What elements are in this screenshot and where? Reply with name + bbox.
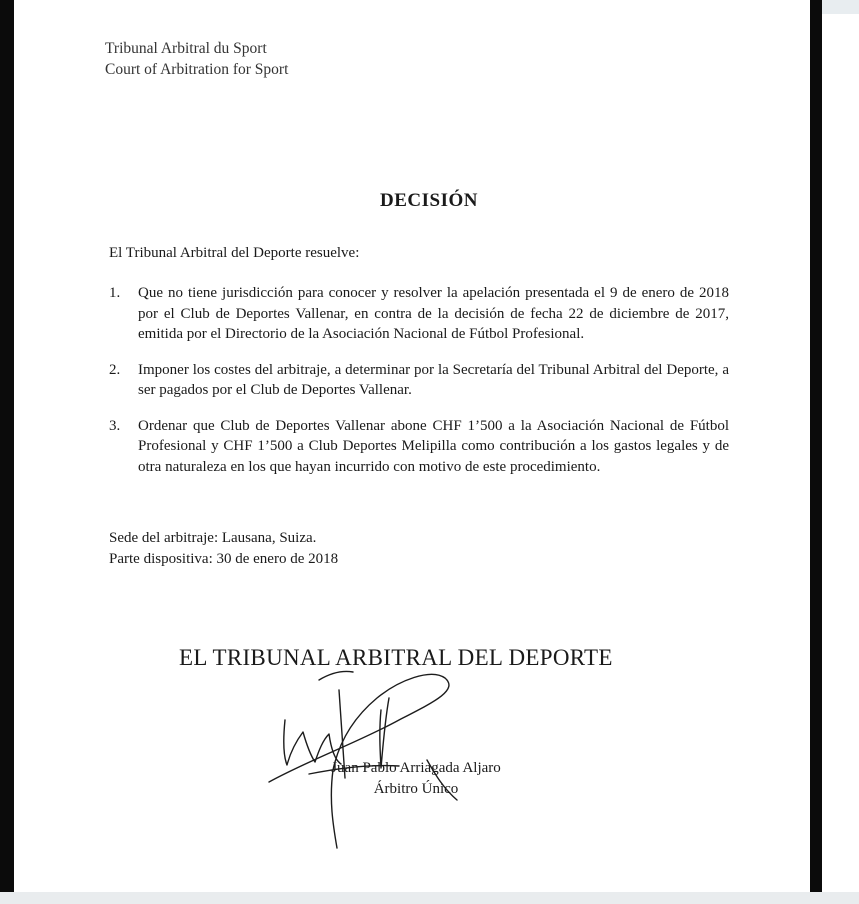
- tribunal-name: EL TRIBUNAL ARBITRAL DEL DEPORTE: [179, 645, 613, 670]
- decision-item: [109, 416, 729, 478]
- intro-text: El Tribunal Arbitral del Deporte resuelve:: [109, 245, 360, 261]
- item-number: 3.: [109, 417, 121, 434]
- item-number: 1.: [109, 285, 121, 301]
- frame-left-edge: [0, 0, 14, 892]
- handwritten-signature: [249, 650, 479, 850]
- side-panel-strip-top: [822, 0, 859, 14]
- decision-item: [109, 283, 729, 345]
- bottom-bar: [0, 892, 859, 904]
- decision-title-text: DECISIÓN: [380, 190, 478, 211]
- item-text: Ordenar que Club de Deportes Vallenar abone CHF 1’500 a la Asociación Nacional de Fútbol Profesional y CHF 1’500 a Club Deportes Melipilla como contribución a los gastos legales y de otra naturaleza en los que hayan incurrido con motivo de este procedimiento.: [138, 417, 729, 475]
- seat-block: [109, 528, 338, 570]
- letterhead-english: Court of Arbitration for Sport: [105, 61, 289, 78]
- side-panel-strip: [822, 0, 859, 892]
- signer-role: Árbitro Único: [373, 781, 459, 797]
- decision-item: [109, 360, 729, 401]
- letterhead: [105, 38, 288, 80]
- frame-right-edge: [810, 0, 822, 892]
- item-text: Imponer los costes del arbitraje, a determinar por la Secretaría del Tribunal Arbitral del Deporte, a ser pagados por el Club de Deportes Vallenar.: [138, 361, 729, 398]
- item-number: 2.: [109, 361, 121, 378]
- letterhead-french: Tribunal Arbitral du Sport: [105, 40, 267, 57]
- seat-of-arbitration: Sede del arbitraje: Lausana, Suiza.: [109, 530, 317, 546]
- decision-title: [14, 190, 810, 212]
- decision-items: [109, 283, 729, 492]
- operative-date: Parte dispositiva: 30 de enero de 2018: [109, 551, 339, 567]
- document-page: [14, 0, 810, 892]
- item-text: Que no tiene jurisdicción para conocer y resolver la apelación presentada el 9 de enero de 2018 por el Club de Deportes Vallenar, en contra de la decisión de fecha 22 de diciembre de 2017, emitida por el Directorio de la Asociación Nacional de Fútbol Profesional.: [138, 285, 729, 342]
- signer-name: Juan Pablo Arriagada Aljaro: [331, 760, 501, 776]
